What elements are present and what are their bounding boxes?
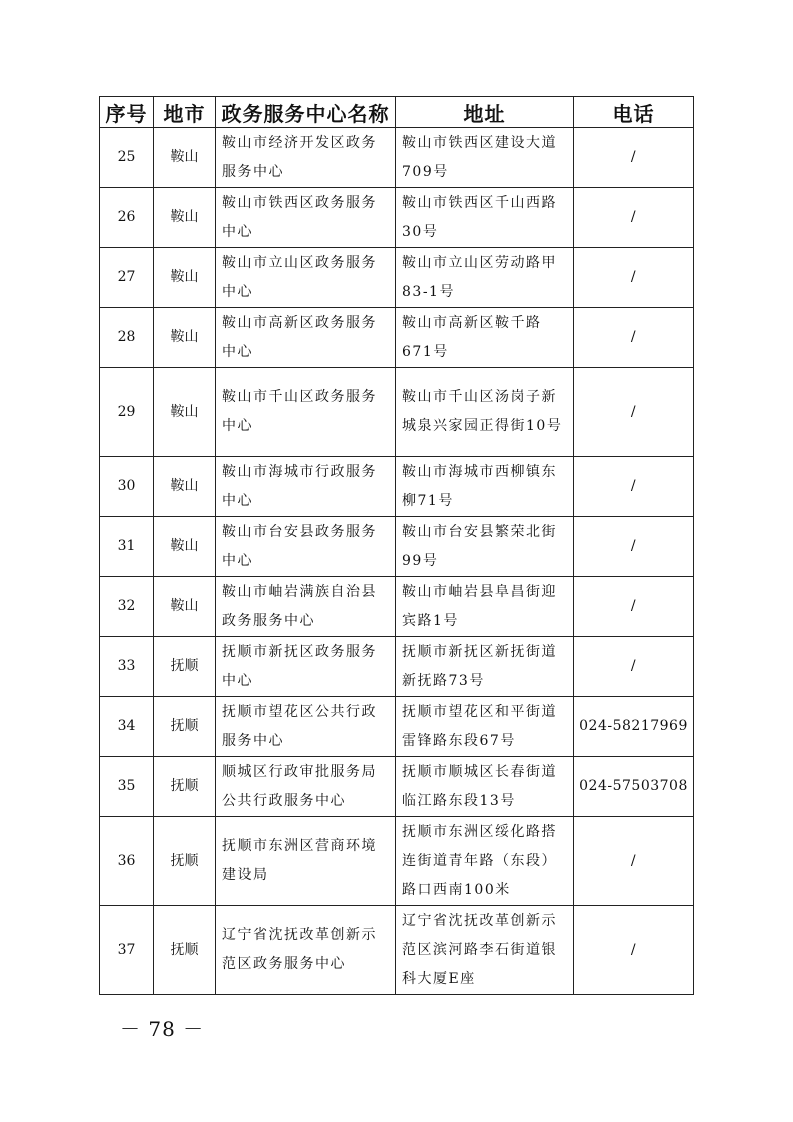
- table-row: [100, 248, 694, 308]
- row-phone: /: [574, 517, 694, 577]
- table-row: [100, 308, 694, 368]
- header-row: [100, 97, 694, 128]
- row-phone: /: [574, 577, 694, 637]
- header-phone: 电话: [574, 97, 694, 128]
- row-phone: 024-58217969: [574, 697, 694, 757]
- row-number: 37: [100, 906, 154, 995]
- row-phone: /: [574, 817, 694, 906]
- table-row: [100, 517, 694, 577]
- table-row: [100, 697, 694, 757]
- row-phone: /: [574, 457, 694, 517]
- row-number: 33: [100, 637, 154, 697]
- row-phone: /: [574, 248, 694, 308]
- row-center-name: 鞍山市岫岩满族自治县政务服务中心: [216, 577, 396, 637]
- table-row: [100, 817, 694, 906]
- header-no: 序号: [100, 97, 154, 128]
- row-address: 辽宁省沈抚改革创新示范区滨河路李石街道银科大厦E座: [396, 906, 574, 995]
- row-center-name: 鞍山市经济开发区政务服务中心: [216, 128, 396, 188]
- table-row: [100, 906, 694, 995]
- row-city: 鞍山: [154, 248, 216, 308]
- table-row: [100, 577, 694, 637]
- row-address: 鞍山市铁西区千山西路30号: [396, 188, 574, 248]
- row-number: 31: [100, 517, 154, 577]
- row-city: 抚顺: [154, 697, 216, 757]
- row-city: 鞍山: [154, 188, 216, 248]
- row-center-name: 鞍山市高新区政务服务中心: [216, 308, 396, 368]
- row-address: 鞍山市高新区鞍千路671号: [396, 308, 574, 368]
- row-number: 29: [100, 368, 154, 457]
- row-number: 35: [100, 757, 154, 817]
- row-center-name: 鞍山市千山区政务服务中心: [216, 368, 396, 457]
- row-center-name: 鞍山市台安县政务服务中心: [216, 517, 396, 577]
- row-center-name: 抚顺市东洲区营商环境建设局: [216, 817, 396, 906]
- row-city: 鞍山: [154, 577, 216, 637]
- page-number: － 78 －: [120, 1017, 205, 1041]
- row-address: 鞍山市立山区劳动路甲83-1号: [396, 248, 574, 308]
- row-address: 抚顺市顺城区长春街道临江路东段13号: [396, 757, 574, 817]
- header-name: 政务服务中心名称: [216, 97, 396, 128]
- row-phone: /: [574, 128, 694, 188]
- header-address: 地址: [396, 97, 574, 128]
- row-center-name: 鞍山市海城市行政服务中心: [216, 457, 396, 517]
- row-center-name: 辽宁省沈抚改革创新示范区政务服务中心: [216, 906, 396, 995]
- row-address: 鞍山市岫岩县阜昌街迎宾路1号: [396, 577, 574, 637]
- table-row: [100, 457, 694, 517]
- row-address: 抚顺市望花区和平街道雷锋路东段67号: [396, 697, 574, 757]
- row-phone: /: [574, 308, 694, 368]
- row-center-name: 抚顺市望花区公共行政服务中心: [216, 697, 396, 757]
- table-row: [100, 637, 694, 697]
- row-phone: 024-57503708: [574, 757, 694, 817]
- row-number: 36: [100, 817, 154, 906]
- row-center-name: 抚顺市新抚区政务服务中心: [216, 637, 396, 697]
- row-address: 鞍山市海城市西柳镇东柳71号: [396, 457, 574, 517]
- table-header: [100, 97, 694, 128]
- table-row: [100, 128, 694, 188]
- row-phone: /: [574, 906, 694, 995]
- table-row: [100, 368, 694, 457]
- table-body: [100, 128, 694, 995]
- row-address: 鞍山市千山区汤岗子新城泉兴家园正得街10号: [396, 368, 574, 457]
- row-address: 鞍山市铁西区建设大道709号: [396, 128, 574, 188]
- row-address: 鞍山市台安县繁荣北街99号: [396, 517, 574, 577]
- row-city: 抚顺: [154, 637, 216, 697]
- row-number: 32: [100, 577, 154, 637]
- row-city: 鞍山: [154, 457, 216, 517]
- row-address: 抚顺市新抚区新抚街道新抚路73号: [396, 637, 574, 697]
- header-city: 地市: [154, 97, 216, 128]
- row-city: 鞍山: [154, 308, 216, 368]
- row-number: 28: [100, 308, 154, 368]
- row-center-name: 顺城区行政审批服务局公共行政服务中心: [216, 757, 396, 817]
- row-number: 34: [100, 697, 154, 757]
- row-number: 25: [100, 128, 154, 188]
- row-city: 鞍山: [154, 517, 216, 577]
- row-city: 抚顺: [154, 906, 216, 995]
- row-number: 30: [100, 457, 154, 517]
- row-address: 抚顺市东洲区绥化路搭连街道青年路（东段）路口西南100米: [396, 817, 574, 906]
- row-city: 鞍山: [154, 368, 216, 457]
- row-phone: /: [574, 188, 694, 248]
- row-center-name: 鞍山市立山区政务服务中心: [216, 248, 396, 308]
- row-phone: /: [574, 637, 694, 697]
- row-city: 鞍山: [154, 128, 216, 188]
- row-city: 抚顺: [154, 817, 216, 906]
- row-city: 抚顺: [154, 757, 216, 817]
- service-center-table: [99, 96, 694, 995]
- row-phone: /: [574, 368, 694, 457]
- table-row: [100, 188, 694, 248]
- row-center-name: 鞍山市铁西区政务服务中心: [216, 188, 396, 248]
- table-row: [100, 757, 694, 817]
- row-number: 26: [100, 188, 154, 248]
- row-number: 27: [100, 248, 154, 308]
